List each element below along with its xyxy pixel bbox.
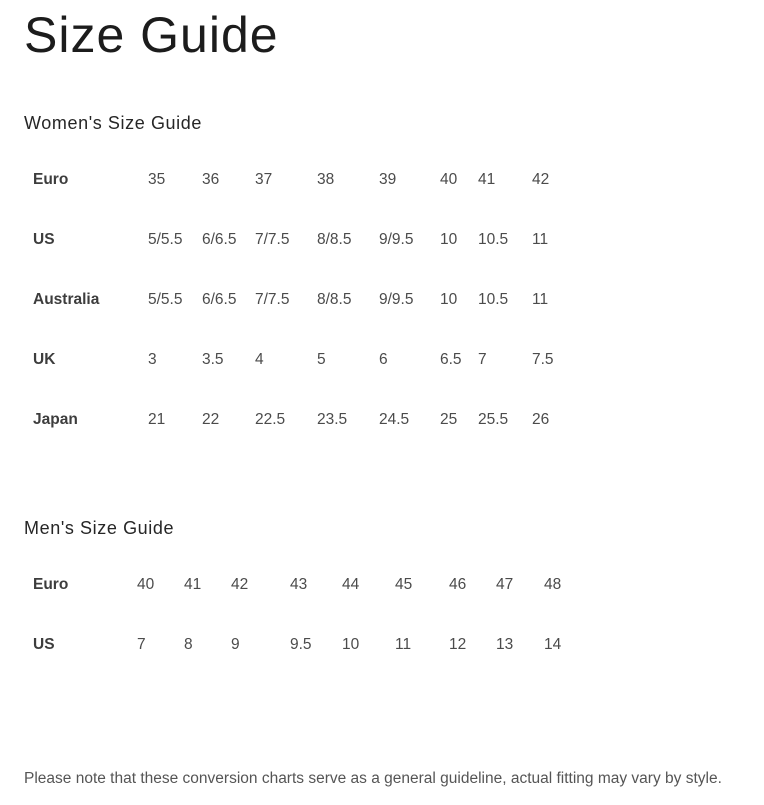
row-label: Euro	[33, 576, 69, 594]
size-cell: 38	[317, 171, 335, 189]
size-cell: 5	[317, 351, 326, 369]
size-cell: 35	[148, 171, 166, 189]
guideline-note: Please note that these conversion charts serve as a general guideline, actual fitting may vary by style.	[24, 770, 722, 788]
size-cell: 9/9.5	[379, 291, 414, 309]
size-cell: 10.5	[478, 291, 509, 309]
size-cell: 9	[231, 636, 240, 654]
mens-table-body	[33, 555, 574, 675]
size-cell: 25.5	[478, 411, 509, 429]
size-cell: 6/6.5	[202, 231, 237, 249]
size-cell: 41	[478, 171, 496, 189]
size-cell: 25	[440, 411, 458, 429]
size-cell: 10	[342, 636, 360, 654]
size-cell: 39	[379, 171, 397, 189]
table-row	[33, 150, 572, 210]
table-row	[33, 390, 572, 450]
size-cell: 46	[449, 576, 467, 594]
table-row	[33, 210, 572, 270]
size-cell: 5/5.5	[148, 231, 183, 249]
size-cell: 24.5	[379, 411, 410, 429]
size-cell: 40	[440, 171, 458, 189]
size-cell: 26	[532, 411, 550, 429]
size-cell: 48	[544, 576, 562, 594]
row-label: UK	[33, 351, 56, 369]
size-cell: 44	[342, 576, 360, 594]
size-cell: 9/9.5	[379, 231, 414, 249]
table-row	[33, 270, 572, 330]
womens-size-table	[33, 150, 572, 450]
size-cell: 9.5	[290, 636, 312, 654]
size-cell: 8/8.5	[317, 231, 352, 249]
size-cell: 6/6.5	[202, 291, 237, 309]
size-cell: 4	[255, 351, 264, 369]
size-cell: 3.5	[202, 351, 224, 369]
mens-section-heading: Men's Size Guide	[24, 518, 175, 539]
womens-section-heading: Women's Size Guide	[24, 113, 202, 133]
size-cell: 11	[395, 636, 412, 654]
table-row	[33, 330, 572, 390]
size-cell: 41	[184, 576, 202, 594]
size-cell: 3	[148, 351, 157, 369]
womens-table-body	[33, 150, 572, 450]
size-cell: 7/7.5	[255, 291, 290, 309]
size-cell: 5/5.5	[148, 291, 183, 309]
size-cell: 7	[478, 351, 487, 369]
table-row	[33, 615, 574, 675]
size-cell: 11	[532, 291, 549, 309]
mens-size-table	[33, 555, 574, 675]
size-cell: 11	[532, 231, 549, 249]
size-cell: 8/8.5	[317, 291, 352, 309]
row-label: Australia	[33, 291, 100, 309]
size-cell: 21	[148, 411, 166, 429]
size-cell: 10.5	[478, 231, 509, 249]
size-cell: 43	[290, 576, 308, 594]
size-cell: 45	[395, 576, 413, 594]
page-title: Size Guide	[24, 7, 279, 63]
size-cell: 7/7.5	[255, 231, 290, 249]
size-cell: 7.5	[532, 351, 554, 369]
size-cell: 13	[496, 636, 514, 654]
table-row	[33, 555, 574, 615]
size-cell: 42	[231, 576, 249, 594]
row-label: US	[33, 636, 55, 654]
size-cell: 47	[496, 576, 514, 594]
row-label: Euro	[33, 171, 69, 189]
size-cell: 36	[202, 171, 220, 189]
size-cell: 22.5	[255, 411, 286, 429]
row-label: Japan	[33, 411, 78, 429]
size-cell: 8	[184, 636, 193, 654]
size-cell: 12	[449, 636, 467, 654]
size-cell: 23.5	[317, 411, 348, 429]
size-cell: 10	[440, 291, 458, 309]
size-cell: 37	[255, 171, 273, 189]
row-label: US	[33, 231, 55, 249]
size-cell: 14	[544, 636, 562, 654]
size-cell: 40	[137, 576, 155, 594]
size-cell: 42	[532, 171, 550, 189]
size-cell: 6.5	[440, 351, 462, 369]
size-cell: 7	[137, 636, 146, 654]
size-cell: 10	[440, 231, 458, 249]
size-cell: 22	[202, 411, 220, 429]
size-cell: 6	[379, 351, 388, 369]
